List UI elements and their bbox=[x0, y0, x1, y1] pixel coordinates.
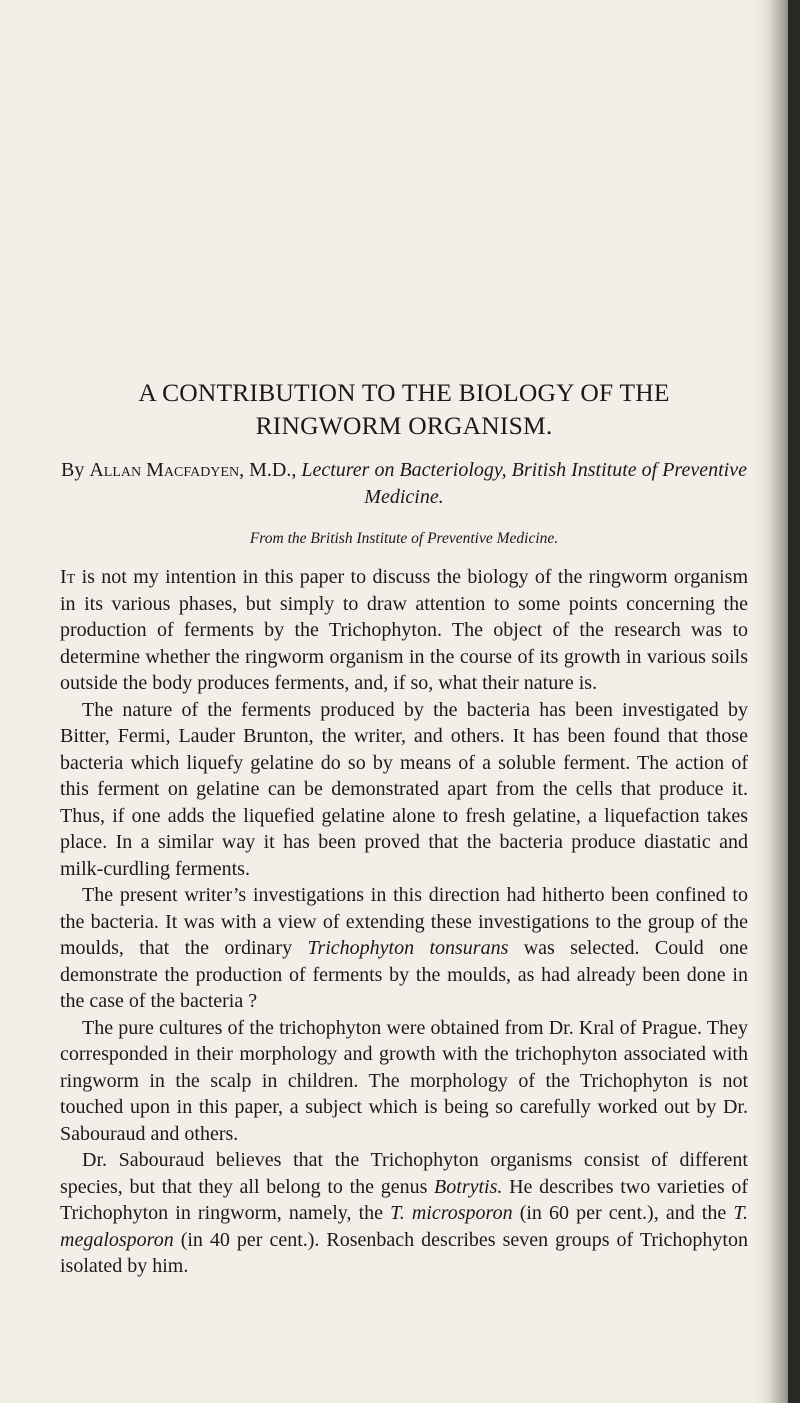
paragraph-text: Dr. Sabouraud believes that the Trichophyton organisms consist of different species, but that they all belong to the genus bbox=[60, 1149, 748, 1198]
paragraph-text: (in 40 per cent.). Rosenbach describes seven groups of Trichophyton isolated by him. bbox=[60, 1228, 748, 1277]
byline-prefix: By bbox=[61, 459, 85, 481]
paragraph-text: was selected. Could one demonstrate the production of ferments by the moulds, as had already been done in the case of the bacteria ? bbox=[60, 937, 749, 1012]
author-name: Allan Macfadyen bbox=[89, 459, 240, 481]
species-name: T. megalosporon bbox=[60, 1202, 748, 1251]
byline bbox=[60, 457, 748, 511]
paragraph bbox=[60, 882, 748, 1015]
article-title bbox=[60, 376, 748, 442]
title-line-1: A CONTRIBUTION TO THE BIOLOGY OF THE bbox=[138, 378, 670, 407]
author-position: Lecturer on Bacteriology, British Institute of Preventive Medicine. bbox=[301, 459, 747, 508]
paragraph: The nature of the ferments produced by the bacteria has been investigated by Bitter, Fermi, Lauder Brunton, the writer, and others. It has been found that those bacteria which liquefy gelatine do so by means of a soluble ferment. The action of this ferment on gelatine can be demonstrated apart from the cells that produce it. Thus, if one adds the liquefied gelatine alone to fresh gelatine, a liquefaction takes place. In a similar way it has been proved that the bacteria produce diastatic and milk-curdling ferments. bbox=[60, 698, 748, 880]
title-line-2: RINGWORM ORGANISM. bbox=[255, 411, 553, 440]
paragraph-lead-word: It bbox=[60, 566, 76, 588]
paragraph-text: The present writer’s investigations in this direction had hitherto been confined to the bacteria. It was with a view of extending these investigations to the group of the moulds, that the ordinary bbox=[60, 884, 748, 959]
article bbox=[60, 376, 748, 1280]
paragraph-text: He describes two varieties of Trichophyton in ringworm, namely, the bbox=[60, 1175, 748, 1224]
genus-name: Botrytis. bbox=[434, 1175, 503, 1198]
paragraph-text: is not my intention in this paper to discuss the biology of the ringworm organism in its various phases, but simply to draw attention to some points concerning the production of ferments by the Trichophyton. The object of the research was to determine whether the ringworm organism in the course of its growth in various soils outside the body produces ferments, and, if so, what their nature is. bbox=[60, 566, 748, 694]
species-name: T. microsporon bbox=[390, 1202, 513, 1224]
paragraph bbox=[60, 564, 748, 697]
page-edge-binding bbox=[788, 0, 800, 1403]
affiliation-line: From the British Institute of Preventive Medicine. bbox=[249, 530, 559, 547]
author-degree: , M.D., bbox=[239, 459, 297, 481]
species-name: Trichophyton tonsurans bbox=[307, 937, 509, 959]
paragraph-text: (in 60 per cent.), and the bbox=[512, 1202, 734, 1224]
article-body bbox=[60, 564, 748, 1280]
paragraph bbox=[60, 1147, 748, 1280]
paragraph: The pure cultures of the trichophyton were obtained from Dr. Kral of Prague. They corresponded in their morphology and growth with the trichophyton associated with ringworm in the scalp in children. The morphology of the Trichophyton is not touched upon in this paper, a subject which is being so carefully worked out by Dr. Sabouraud and others. bbox=[60, 1016, 748, 1145]
